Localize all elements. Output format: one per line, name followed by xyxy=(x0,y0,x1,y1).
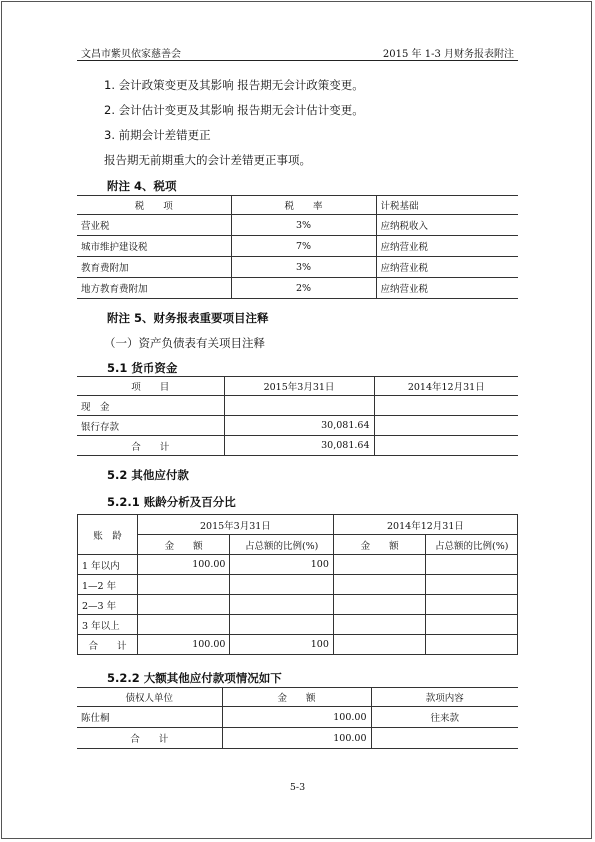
note5-subtitle: （一）资产负债表有关项目注释 xyxy=(104,336,265,350)
page-header xyxy=(77,43,518,59)
table-header-row xyxy=(77,688,518,707)
table-header-row xyxy=(77,377,518,396)
table-row: 教育费附加 3% 应纳营业税 xyxy=(77,257,518,278)
other-payables-title: 5.2 其他应付款 xyxy=(107,468,189,482)
table-subheader-row xyxy=(78,535,518,555)
table-header-row xyxy=(78,515,518,535)
table-header-cell: 金 额 xyxy=(222,688,371,707)
table-header-cell: 金 额 xyxy=(137,535,230,555)
table-row: 2—3 年 xyxy=(78,595,518,615)
aging-title: 5.2.1 账龄分析及百分比 xyxy=(107,495,236,509)
table-row: 现 金 xyxy=(77,396,518,416)
table-header-cell: 税 项 xyxy=(77,196,231,215)
table-header-cell: 税 率 xyxy=(231,196,376,215)
table-row: 地方教育费附加 2% 应纳营业税 xyxy=(77,278,518,299)
large-payables-title: 5.2.2 大额其他应付款项情况如下 xyxy=(107,671,282,685)
table-header-cell: 项 目 xyxy=(77,377,224,396)
table-row: 3 年以上 xyxy=(78,615,518,635)
paragraph-no-errors: 报告期无前期重大的会计差错更正事项。 xyxy=(104,153,311,167)
table-header-cell: 债权人单位 xyxy=(77,688,222,707)
table-header-cell: 2014年12月31日 xyxy=(374,377,518,396)
table-header-cell: 占总额的比例(%) xyxy=(230,535,333,555)
item-1: 1. 会计政策变更及其影响 报告期无会计政策变更。 xyxy=(104,78,364,92)
table-row: 1 年以内 100.00 100 xyxy=(78,555,518,575)
table-row: 城市维护建设税 7% 应纳营业税 xyxy=(77,236,518,257)
header-report-title: 2015 年 1-3 月财务报表附注 xyxy=(382,49,514,60)
table-row: 1—2 年 xyxy=(78,575,518,595)
note4-title: 附注 4、税项 xyxy=(107,179,177,193)
table-row: 银行存款 30,081.64 xyxy=(77,416,518,436)
large-payables-table xyxy=(77,687,518,749)
table-total-row: 合 计 100.00 100 xyxy=(78,635,518,655)
table-row: 营业税 3% 应纳税收入 xyxy=(77,215,518,236)
table-header-row xyxy=(77,196,518,215)
item-2: 2. 会计估计变更及其影响 报告期无会计估计变更。 xyxy=(104,103,364,117)
note5-title: 附注 5、财务报表重要项目注释 xyxy=(107,311,269,325)
cash-table xyxy=(77,376,518,456)
table-header-cell: 款项内容 xyxy=(371,688,518,707)
item-3: 3. 前期会计差错更正 xyxy=(104,128,211,142)
header-rule xyxy=(77,60,518,61)
page-number: 5-3 xyxy=(289,782,306,793)
table-total-row: 合 计 30,081.64 xyxy=(77,436,518,456)
table-header-cell: 2015年3月31日 xyxy=(224,377,374,396)
aging-table xyxy=(77,514,518,655)
header-org-name: 文昌市紫贝依家慈善会 xyxy=(81,49,181,60)
table-header-cell: 2014年12月31日 xyxy=(333,515,517,535)
table-header-cell: 计税基础 xyxy=(376,196,518,215)
table-total-row: 合 计 100.00 xyxy=(77,728,518,749)
table-row: 陈仕桐 100.00 往来款 xyxy=(77,707,518,728)
tax-table xyxy=(77,195,518,299)
table-header-cell: 金 额 xyxy=(333,535,426,555)
table-header-cell: 占总额的比例(%) xyxy=(426,535,518,555)
cash-title: 5.1 货币资金 xyxy=(107,361,178,375)
table-header-cell: 账 龄 xyxy=(78,515,138,555)
table-header-cell: 2015年3月31日 xyxy=(137,515,333,535)
